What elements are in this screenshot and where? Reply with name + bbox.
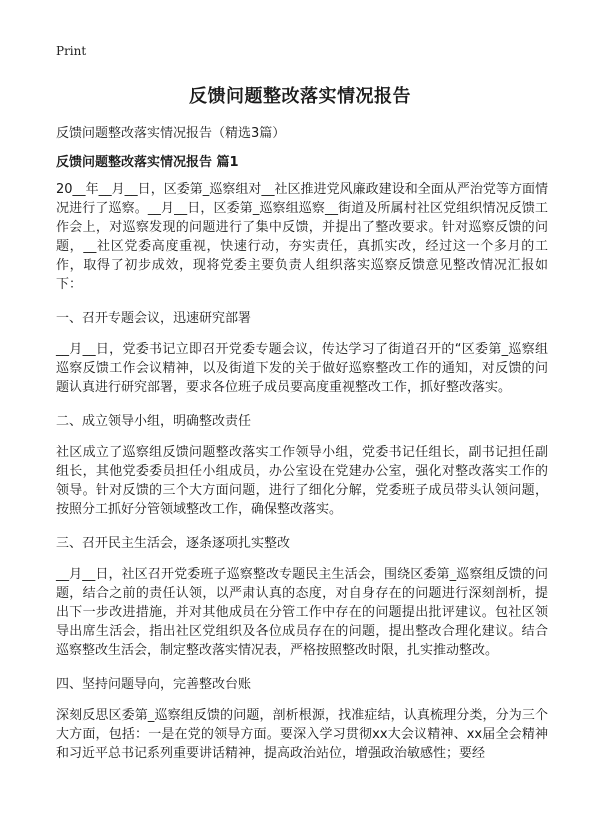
paragraph-3: __月__日，社区召开党委班子巡察整改专题民主生活会，围绕区委第_巡察组反馈的问题，结合之前的责任认领，以严肃认真的态度，对自身存在的问题进行深刻剖析，提出下一步改进措施，并对其他成员在分管工作中存在的问题提出批评建议。包社区领导出席生活会，指出社区党组织及各位成员存在的问题，提出整改合理化建议。结合巡察整改生活会，制定整改落实情况表，严格按照整改时限，扎实推动整改。 (56, 567, 548, 658)
document-body (56, 180, 548, 763)
document-title: 反馈问题整改落实情况报告 (189, 86, 411, 107)
heading-4: 四、坚持问题导向，完善整改台账 (56, 677, 252, 692)
print-link[interactable]: Print (56, 44, 87, 58)
heading-3: 三、召开民主生活会，逐条逐项扎实整改 (56, 536, 291, 551)
document-subtitle: 反馈问题整改落实情况报告（精选3篇） (56, 126, 286, 141)
paragraph-2: 社区成立了巡察组反馈问题整改落实工作领导小组，党委书记任组长，副书记担任副组长，其他党委委员担任小组成员，办公室设在党建办公室，强化对整改落实工作的领导。针对反馈的三个大方面问题，进行了细化分解，党委班子成员带头认领问题，按照分工抓好分管领域整改工作，确保整改落实。 (56, 445, 548, 517)
heading-1: 一、召开专题会议，迅速研究部署 (56, 311, 252, 326)
section-title: 反馈问题整改落实情况报告 篇1 (56, 155, 239, 170)
paragraph-intro: 20__年__月__日，区委第_巡察组对__社区推进党风廉政建设和全面从严治党等方面情况进行了巡察。__月__日，区委第_巡察组巡察__街道及所属村社区党组织情况反馈工作会上，对巡察发现的问题进行了集中反馈，并提出了整改要求。针对巡察反馈的问题，__社区党委高度重视，快速行动，夯实责任，真抓实改，经过这一个多月的工作，取得了初步成效，现将党委主要负责人组织落实巡察反馈意见整改情况汇报如下： (56, 182, 548, 292)
heading-2: 二、成立领导小组，明确整改责任 (56, 414, 252, 429)
paragraph-1: __月__日，党委书记立即召开党委专题会议，传达学习了街道召开的“区委第_巡察组巡察反馈工作会议精神，以及街道下发的关于做好巡察整改工作的通知，对反馈的问题认真进行研究部署，要求各位班子成员要高度重视整改工作，抓好整改落实。 (56, 342, 548, 395)
paragraph-4: 深刻反思区委第_巡察组反馈的问题，剖析根源，找准症结，认真梳理分类，分为三个大方面，包括：一是在党的领导方面。要深入学习贯彻xx大会议精神、xx届全会精神和习近平总书记系列重要讲话精神，提高政治站位，增强政治敏感性；要经 (56, 708, 548, 761)
